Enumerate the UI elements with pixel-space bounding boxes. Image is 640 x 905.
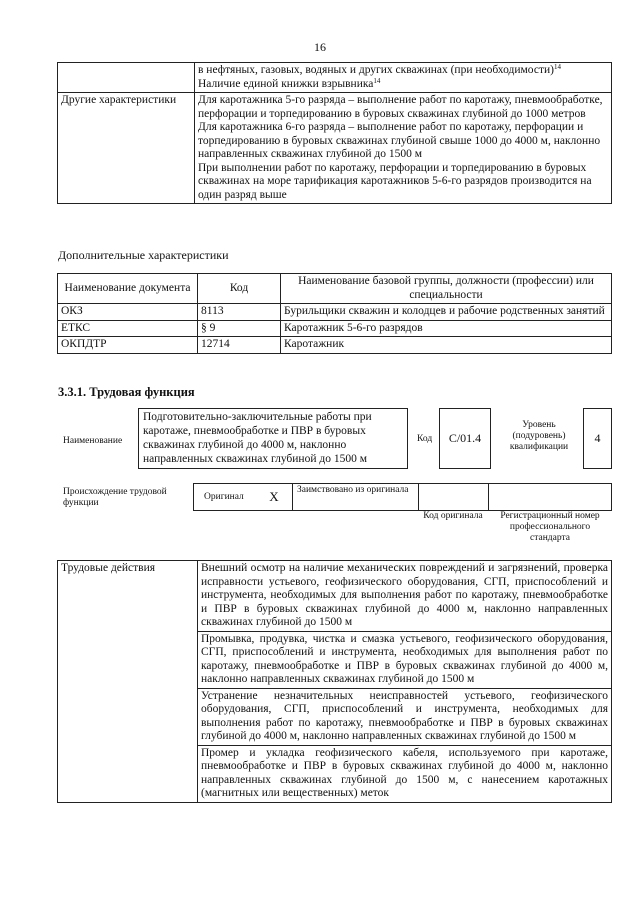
origin-box [193,483,612,511]
requirement-text: Наличие единой книжки взрывника [198,77,374,90]
characteristic-text: Для каротажника 6-го разряда – выполнение работ по каротажу, перфорации и торпедированию в буровых скважинах глубиной свыше 1000 до 4000 м, наклонно направленных скважинах глубиной до 1500 м [198,121,601,160]
cell: § 9 [198,320,281,337]
code-caption: Код оригинала [423,511,483,521]
actions-label: Трудовые действия [58,561,198,803]
footnote-ref: 14 [553,63,561,71]
cell: Бурильщики скважин и колодцев и рабочие родственных занятий [281,304,612,321]
cell: 12714 [198,337,281,354]
reg-caption: Регистрационный номер профессионального стандарта [500,511,600,543]
header-cell: Код [198,274,281,304]
table-row [58,561,612,632]
reg-number-cell [488,484,612,510]
name-label: Наименование [63,436,123,446]
requirement-text: в нефтяных, газовых, водяных и других скважинах (при необходимости) [198,64,554,76]
cell: ОКПДТР [58,337,198,354]
original-mark: X [269,489,279,504]
cell: ЕТКС [58,320,198,337]
action-item: Промывка, продувка, чистка и смазка устьевого, геофизического оборудования, СГП, приспособлений и инструмента, необходимых для выполнения работ по каротажу, пневмообработке и ПВР в буровых скважинах глубиной до 4000 м, наклонно направленных скважинах глубиной до 1500 м [198,631,612,688]
table-row [58,63,612,93]
original-code-cell [418,484,489,510]
table-row [58,337,612,354]
function-name-box [138,408,408,469]
action-item: Промер и укладка геофизического кабеля, используемого при каротаже, пневмообработке и ПВР в буровых скважинах глубиной до 4000 м, наклонно направленных скважинах глубиной до 1500 м, с нанесением каротажных (магнитных или вещественных) меток [198,745,612,802]
code-box [439,408,491,469]
other-characteristics-label: Другие характеристики [58,93,195,204]
header-cell: Наименование документа [58,274,198,304]
characteristic-text: При выполнении работ по каротажу, перфорации и торпедированию в буровых скважинах на море тарификация каротажников 5-6-го разрядов производится на один разряд выше [198,161,592,201]
cell: ОКЗ [58,304,198,321]
code-label: Код [417,434,433,444]
table-row [58,274,612,304]
cell: Каротажник [281,337,612,354]
section-title: 3.3.1. Трудовая функция [58,385,195,399]
origin-label: Происхождение трудовой функции [63,487,167,508]
header-cell: Наименование базовой группы, должности (профессии) или специальности [281,274,612,304]
additional-table [57,273,612,354]
original-label: Оригинал [204,492,244,502]
cell: 8113 [198,304,281,321]
function-name: Подготовительно-заключительные работы при каротаже, пневмообработке и ПВР в буровых скважинах глубиной до 4000 м, наклонно направленных скважинах глубиной до 1500 м [143,411,372,465]
level-box [583,408,612,469]
action-item: Устранение незначительных неисправностей устьевого, геофизического оборудования, СГП, приспособлений и инструмента, необходимых для выполнения работ по каротажу, пневмообработке и ПВР в буровых скважинах глубиной до 4000 м, наклонно направленных скважинах глубиной до 1500 м [198,688,612,745]
level-label: Уровень (подуровень) квалификации [509,420,569,452]
footnote-ref: 14 [373,76,381,85]
action-item: Внешний осмотр на наличие механических повреждений и загрязнений, проверка исправности устьевого, геофизического оборудования, СГП, приспособлений и инструмента, необходимых для выполнения работ по каротажу, пневмообработке и ПВР в буровых скважинах глубиной до 4000 м, наклонно направленных скважинах глубиной до 1500 м [198,561,612,632]
function-code: C/01.4 [448,431,482,445]
additional-title: Дополнительные характеристики [58,248,229,262]
cell: Каротажник 5-6-го разрядов [281,320,612,337]
borrowed-label: Заимствовано из оригинала [292,484,418,510]
level-value: 4 [594,431,601,445]
table-row [58,304,612,321]
table-row [58,93,612,204]
table-row [58,320,612,337]
page-number: 16 [314,40,326,54]
actions-table [57,560,612,803]
characteristic-text: Для каротажника 5-го разряда – выполнение работ по каротажу, пневмообработке, перфорации и торпедированию в буровых скважинах глубиной до 1000 метров [198,94,603,120]
qualification-table [57,62,612,204]
